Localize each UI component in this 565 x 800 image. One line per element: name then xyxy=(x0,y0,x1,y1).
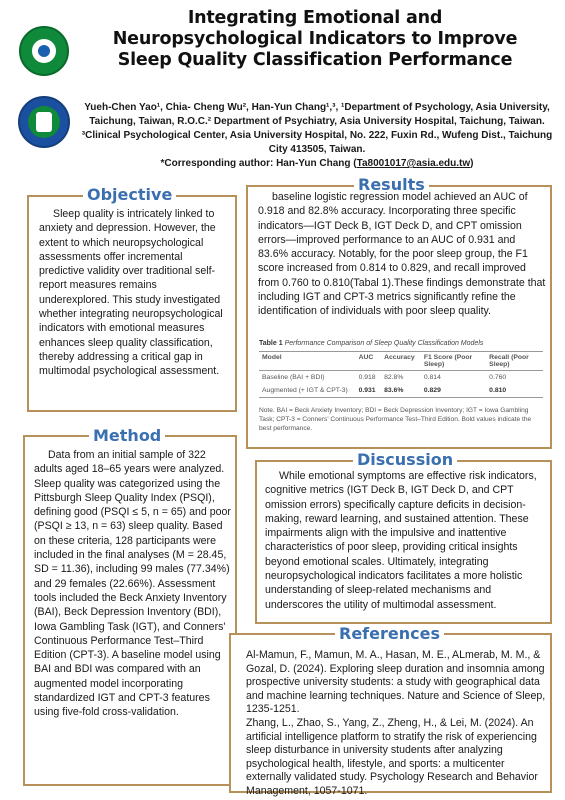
objective-text: Sleep quality is intricately linked to anxiety and depression. However, the extent to which neuropsychological assessments offer incremental predictive validity over traditional self-report measures remains underexplored. This study investigated whether integrating neuropsychological indicators with emotional measures enhances sleep quality classification, thereby addressing a critical gap in multimodal psychological assessment. xyxy=(39,208,223,378)
discussion-heading: Discussion xyxy=(353,451,457,469)
references-heading: References xyxy=(335,625,444,643)
table-header: AUC xyxy=(356,352,382,371)
discussion-text: While emotional symptoms are effective risk indicators, cognitive metrics (IGT Deck B, IGT Deck D, and CPT omission errors) specifically capture deficits in decision-making, reward learning, and sustained attention. These impairments align with the impulsive and inattentive characteristics of poor sleep, providing critical insights beyond emotional scales. Ultimately, integrating neuropsychological indicators facilitates a more holistic understanding of sleep-related mechanisms and underscores the utility of multimodal assessment. xyxy=(265,470,537,611)
table-cell: Augmented (+ IGT & CPT-3) xyxy=(259,384,356,398)
results-panel xyxy=(246,175,552,449)
table-caption xyxy=(259,340,543,347)
table-cell: 0.829 xyxy=(421,384,486,398)
authors-text: Yueh-Chen Yao¹, Chia- Cheng Wu², Han-Yun Chang¹,³, ¹Department of Psychology, Asia University, Taichung, Taiwan, R.O.C.² Department of Psychiatry, Asia University Hospital, Taichung, Taiwan. ³Clinical Psychological Center, Asia University Hospital, No. 222, Fuxin Rd., Wufeng Dist., Taichung City 413505, Taiwan. xyxy=(81,102,553,155)
method-text: Data from an initial sample of 322 adults aged 18–65 years were analyzed. Sleep quality was categorized using the Pittsburgh Sleep Quality Index (PSQI), defining good (PSQI ≤ 5, n = 65) and poor (PSQI ≥ 13, n = 63) sleep quality. Based on these criteria, 128 participants were included in the final analyses (M = 28.45, SD = 11.36), including 99 males (77.34%) and 29 females (22.66%). Assessment tools included the Beck Anxiety Inventory (BAI), Beck Depression Inventory (BDI), Iowa Gambling Task (IGT), and Conners' Continuous Performance Test–Third Edition (CPT-3). A baseline model using BAI and BDI was compared with an augmented model incorporating standardized IGT and CPT-3 features using five-fold cross-validation. xyxy=(34,449,231,719)
table-row xyxy=(259,384,543,398)
performance-table xyxy=(259,351,543,398)
table-cell: 83.6% xyxy=(381,384,421,398)
university-logo-icon xyxy=(19,26,69,76)
table-cell: 0.760 xyxy=(489,374,507,381)
poster-title: Integrating Emotional and Neuropsychological Indicators to Improve Sleep Quality Classification Performance xyxy=(112,8,518,70)
table-header: Model xyxy=(259,352,356,371)
table-header: F1 Score (Poor Sleep) xyxy=(421,352,486,371)
table-caption-text: Performance Comparison of Sleep Quality Classification Models xyxy=(284,340,484,347)
method-heading: Method xyxy=(89,427,165,445)
table-caption-label: Table 1 xyxy=(259,340,283,347)
table-cell: 0.918 xyxy=(358,374,376,381)
references-panel xyxy=(229,624,552,797)
table-cell: 0.814 xyxy=(423,374,441,381)
table-header: Recall (Poor Sleep) xyxy=(486,352,543,371)
objective-panel xyxy=(27,185,237,412)
results-table xyxy=(259,340,543,433)
corresponding-label: *Corresponding author: Han-Yun Chang ( xyxy=(160,158,357,169)
corresponding-close: ) xyxy=(470,158,474,169)
table-cell: 82.8% xyxy=(384,374,404,381)
table-cell: Baseline (BAI + BDI) xyxy=(262,374,325,381)
hospital-logo-icon xyxy=(18,96,70,148)
table-row xyxy=(259,371,543,385)
results-text: baseline logistic regression model achieved an AUC of 0.918 and 82.8% accuracy. Incorporating three specific indicators—IGT Deck B, IGT Deck D, and CPT omission errors—improved performance to an AUC of 0.931 and 83.6% accuracy. Notably, for the poor sleep group, the F1 score increased from 0.814 to 0.829, and recall improved from 0.760 to 0.810(Tabal 1).These findings demonstrate that including IGT and CPT-3 metrics significantly refine the identification of individuals with poor sleep quality. xyxy=(258,191,546,318)
reference-item: Al-Mamun, F., Mamun, M. A., Hasan, M. E., ALmerab, M. M., & Gozal, D. (2024). Exploring sleep duration and insomnia among prospective university students: a study with geographical data and machine learning techniques. Nature and Science of Sleep, 1235-1251. xyxy=(246,649,546,716)
discussion-panel xyxy=(255,450,552,624)
table-note: Note. BAI = Beck Anxiety Inventory; BDI = Beck Depression Inventory; IGT = Iowa Gambling Task; CPT-3 = Conners' Continuous Performance Test–Third Edition. Bold values indicate the best performance. xyxy=(259,407,532,432)
results-heading: Results xyxy=(354,176,429,194)
method-panel xyxy=(23,426,237,786)
objective-heading: Objective xyxy=(83,186,176,204)
table-cell: 0.931 xyxy=(356,384,382,398)
table-header-row xyxy=(259,352,543,371)
author-affiliations xyxy=(78,101,556,171)
reference-item: Zhang, L., Zhao, S., Yang, Z., Zheng, H., & Lei, M. (2024). An artificial intelligence platform to stratify the risk of experiencing sleep disturbance in university students after analyzing psychological health, lifestyle, and sports: a multicenter externally validated study. Psychology Research and Behavior Management, 1057-1071. xyxy=(246,716,538,797)
table-header: Accuracy xyxy=(381,352,421,371)
table-cell: 0.810 xyxy=(486,384,543,398)
corresponding-email-link[interactable]: Ta8001017@asia.edu.tw xyxy=(356,158,471,169)
